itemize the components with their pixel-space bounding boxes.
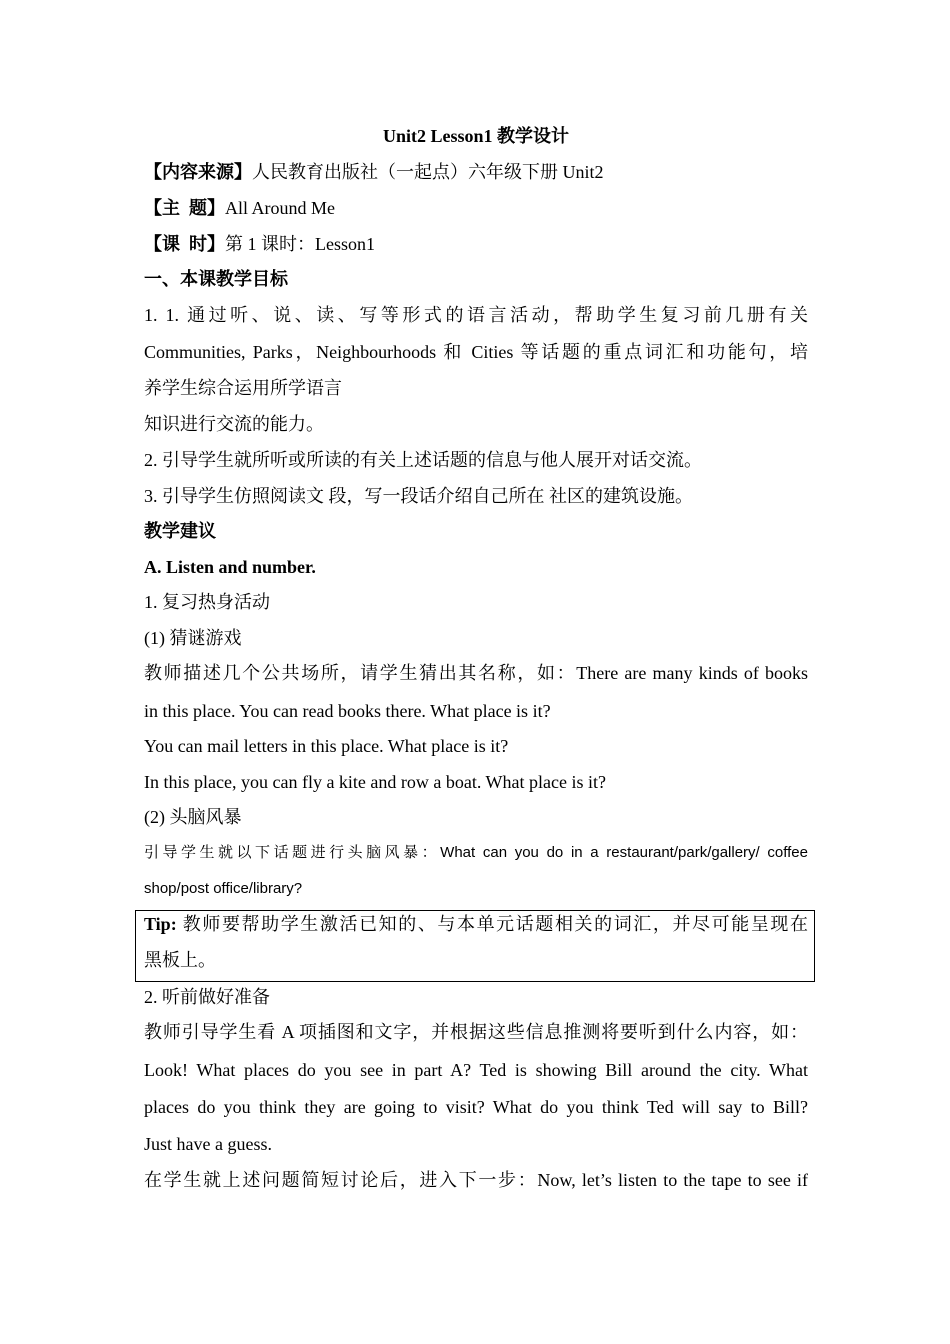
source-label: 【内容来源】 xyxy=(144,162,252,182)
prep-line4: Just have a guess. xyxy=(144,1134,272,1154)
riddle-line1: 教师描述几个公共场所，请学生猜出其名称，如：There are many kinds of books xyxy=(144,663,808,683)
source-value: 人民教育出版社（一起点）六年级下册 Unit2 xyxy=(252,162,604,182)
prep-line1: 教师引导学生看 A 项插图和文字，并根据这些信息推测将要听到什么内容，如： xyxy=(144,1022,808,1042)
goal1-line1: 1. 1. 通过听、说、读、写等形式的语言活动，帮助学生复习前几册有关 xyxy=(144,305,808,325)
period-line xyxy=(144,232,808,256)
tip-line2: 黑板上。 xyxy=(144,950,216,970)
riddle-line2: in this place. You can read books there. What place is it? xyxy=(144,701,551,721)
brainstorm-subheading: (2) 头脑风暴 xyxy=(144,807,242,827)
riddle-line3: You can mail letters in this place. What place is it? xyxy=(144,736,509,756)
topic-value: All Around Me xyxy=(225,198,335,218)
tip-label: Tip: xyxy=(144,914,177,934)
tip-line1 xyxy=(144,912,808,936)
step1-heading: 1. 复习热身活动 xyxy=(144,592,270,612)
prep-line5: 在学生就上述问题简短讨论后，进入下一步：Now, let’s listen to the tape to see if xyxy=(144,1170,808,1190)
goal1-line3: 养学生综合运用所学语言 xyxy=(144,378,342,398)
brainstorm-line1: 引导学生就以下话题进行头脑风暴：What can you do in a restaurant/park/gallery/ coffee xyxy=(144,844,808,861)
prep-line2: Look! What places do you see in part A? Ted is showing Bill around the city. What xyxy=(144,1060,808,1080)
riddle-line4: In this place, you can fly a kite and row a boat. What place is it? xyxy=(144,772,607,792)
riddle-subheading: (1) 猜谜游戏 xyxy=(144,628,242,648)
tip-text: 教师要帮助学生激活已知的、与本单元话题相关的词汇，并尽可能呈现在 xyxy=(176,914,808,934)
goal3: 3. 引导学生仿照阅读文 段，写一段话介绍自己所在 社区的建筑设施。 xyxy=(144,486,693,506)
topic-label: 【主 题】 xyxy=(144,198,225,218)
goal1-line2: Communities, Parks，Neighbourhoods 和 Cities 等话题的重点词汇和功能句，培 xyxy=(144,342,808,362)
goal2: 2. 引导学生就所听或所读的有关上述话题的信息与他人展开对话交流。 xyxy=(144,450,702,470)
document-title: Unit2 Lesson1 教学设计 xyxy=(382,126,570,146)
section-heading-goals: 一、本课教学目标 xyxy=(144,269,288,289)
period-label: 【课 时】 xyxy=(144,234,225,254)
step2-heading: 2. 听前做好准备 xyxy=(144,987,270,1007)
topic-line xyxy=(144,196,808,220)
brainstorm-line2: shop/post office/library? xyxy=(144,880,303,897)
period-value: 第 1 课时：Lesson1 xyxy=(225,234,375,254)
prep-line3: places do you think they are going to visit? What do you think Ted will say to Bill? xyxy=(144,1097,808,1117)
part-a-heading: A. Listen and number. xyxy=(144,557,316,577)
suggestions-heading: 教学建议 xyxy=(144,521,216,541)
source-line xyxy=(144,160,808,184)
goal1-line4: 知识进行交流的能力。 xyxy=(144,414,324,434)
